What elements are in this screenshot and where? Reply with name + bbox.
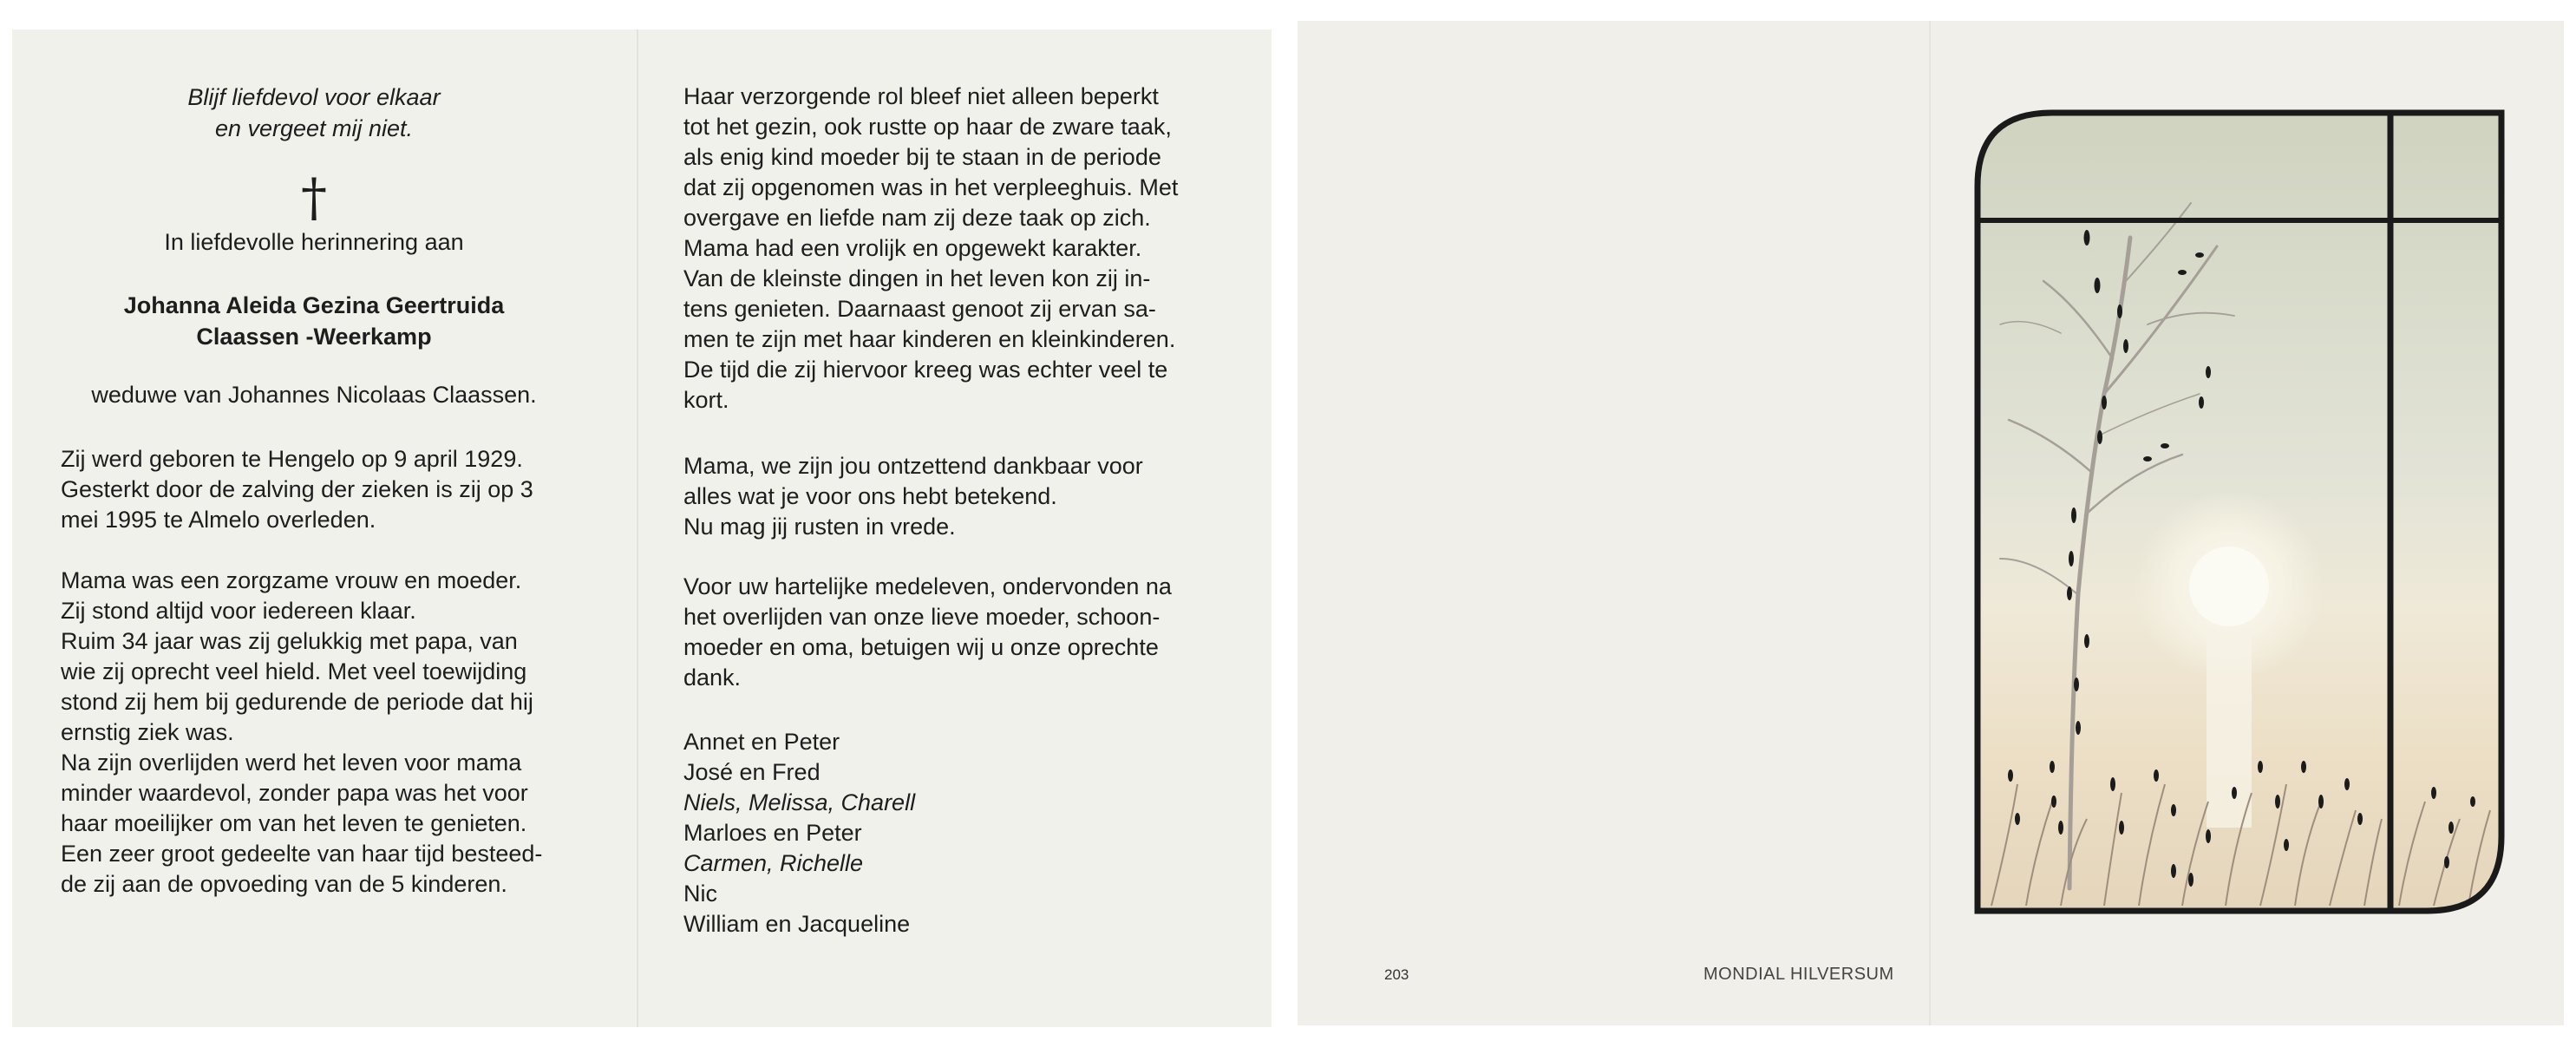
text-line: kort. <box>683 387 729 413</box>
text-line: moeder en oma, betuigen wij u onze oprechte <box>683 634 1159 660</box>
cross-icon: † <box>301 167 327 228</box>
text-line: Haar verzorgende rol bleef niet alleen beperkt <box>683 83 1159 109</box>
text-line: De tijd die zij hiervoor kreeg was echter veel te <box>683 357 1168 383</box>
family-entry: Niels, Melissa, Charell <box>683 789 916 815</box>
family-entry: Marloes en Peter <box>683 820 862 846</box>
text-line: Zij stond altijd voor iedereen klaar. <box>61 598 416 624</box>
window-scene <box>1974 108 2514 914</box>
text-line: mei 1995 te Almelo overleden. <box>61 507 376 533</box>
text-line: Na zijn overlijden werd het leven voor mama <box>61 750 522 776</box>
family-entry: Annet en Peter <box>683 729 840 755</box>
motto <box>45 82 583 144</box>
text-line: het overlijden van onze lieve moeder, schoon- <box>683 604 1161 630</box>
memory-line: In liefdevolle herinnering aan <box>164 229 464 255</box>
text-line: Mama, we zijn jou ontzettend dankbaar voor <box>683 453 1143 479</box>
text-line: Een zeer groot gedeelte van haar tijd besteed- <box>61 841 543 867</box>
window-sunset-illustration <box>1974 108 2514 914</box>
center-fold-line <box>637 29 638 1027</box>
motto-line: Blijf liefdevol voor elkaar <box>187 84 441 110</box>
outer-card-spread <box>1298 21 2564 1025</box>
text-line: alles wat je voor ons hebt betekend. <box>683 483 1057 509</box>
paragraph-life <box>61 566 567 900</box>
inner-card-spread <box>12 29 1272 1027</box>
text-line: men te zijn met haar kinderen en kleinkinderen. <box>683 326 1176 352</box>
text-line: Ruim 34 jaar was zij gelukkig met papa, van <box>61 628 518 654</box>
deceased-name-line: Claassen -Weerkamp <box>196 324 432 350</box>
text-line: stond zij hem bij gedurende de periode dat hij <box>61 689 533 715</box>
text-line: Mama had een vrolijk en opgewekt karakter. <box>683 235 1142 261</box>
sun-icon <box>2189 547 2269 626</box>
text-line: Voor uw hartelijke medeleven, ondervonden na <box>683 573 1172 599</box>
paragraph-care <box>683 82 1230 416</box>
publisher-imprint: MONDIAL HILVERSUM <box>1703 965 1894 984</box>
paragraph-sympathy <box>683 572 1230 693</box>
card-number: 203 <box>1384 966 1409 983</box>
text-line: Gesterkt door de zalving der zieken is zij op 3 <box>61 476 533 502</box>
text-line: tot het gezin, ook rustte op haar de zware taak, <box>683 114 1172 140</box>
text-line: Mama was een zorgzame vrouw en moeder. <box>61 567 522 593</box>
text-line: overgave en liefde nam zij deze taak op zich. <box>683 205 1151 231</box>
family-entry: José en Fred <box>683 759 821 785</box>
text-line: Van de kleinste dingen in het leven kon zij in- <box>683 265 1151 291</box>
family-entry: Carmen, Richelle <box>683 850 864 876</box>
widow-line: weduwe van Johannes Nicolaas Claassen. <box>91 382 537 408</box>
deceased-name <box>45 290 583 352</box>
paragraph-birth <box>61 444 567 535</box>
sun-reflection <box>2207 628 2252 828</box>
text-line: dank. <box>683 665 742 691</box>
text-line: haar moeilijker om van het leven te genieten. <box>61 810 527 836</box>
deceased-name-line: Johanna Aleida Gezina Geertruida <box>123 292 505 318</box>
text-line: ernstig ziek was. <box>61 719 234 745</box>
family-signatures <box>683 727 1230 940</box>
text-line: Nu mag jij rusten in vrede. <box>683 514 956 540</box>
text-line: als enig kind moeder bij te staan in de periode <box>683 144 1161 170</box>
family-entry: Nic <box>683 881 717 907</box>
text-line: tens genieten. Daarnaast genoot zij ervan sa- <box>683 296 1156 322</box>
text-line: minder waardevol, zonder papa was het voor <box>61 780 528 806</box>
motto-line: en vergeet mij niet. <box>214 115 414 141</box>
text-line: Zij werd geboren te Hengelo op 9 april 1929. <box>61 446 523 472</box>
family-entry: William en Jacqueline <box>683 911 911 937</box>
text-line: dat zij opgenomen was in het verpleeghuis. Met <box>683 174 1179 200</box>
text-line: wie zij oprecht veel hield. Met veel toewijding <box>61 658 527 684</box>
cover-fold-line <box>1929 21 1931 1025</box>
text-line: de zij aan de opvoeding van de 5 kinderen. <box>61 871 507 897</box>
paragraph-thanks <box>683 451 1230 542</box>
